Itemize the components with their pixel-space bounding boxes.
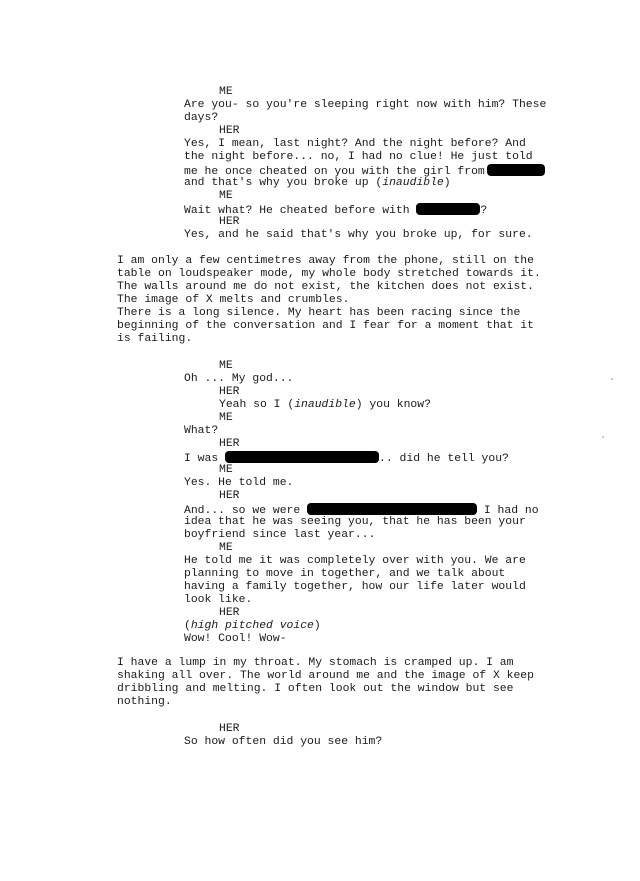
narration-paragraph-1 xyxy=(117,255,557,346)
dialogue-scene-1 xyxy=(184,86,584,242)
scan-speck xyxy=(602,436,604,438)
speaker-her: HER xyxy=(219,607,240,619)
speaker-her: HER xyxy=(219,438,240,450)
dialogue-text: and that's why you broke up ( xyxy=(184,177,383,189)
stage-direction: inaudible xyxy=(294,399,356,411)
dialogue-scene-3 xyxy=(184,723,584,749)
stage-direction: inaudible xyxy=(382,177,444,189)
dialogue-line xyxy=(184,203,584,216)
dialogue-text: I was xyxy=(184,453,226,465)
dialogue-line xyxy=(184,503,584,516)
stage-direction: high pitched voice xyxy=(190,620,314,632)
dialogue-text: .. did he tell you? xyxy=(379,453,509,465)
narration-line: The image of X melts and crumbles. xyxy=(117,294,350,306)
dialogue-line xyxy=(184,399,584,412)
dialogue-text: I had no xyxy=(477,505,539,517)
dialogue-line: days? xyxy=(184,112,219,124)
dialogue-line: Oh ... My god... xyxy=(184,373,294,385)
dialogue-line: Are you- so you're sleeping right now with him? These xyxy=(184,99,547,111)
speaker-her: HER xyxy=(219,125,240,137)
dialogue-line: planning to move in together, and we talk about xyxy=(184,568,506,580)
speaker-me: ME xyxy=(219,542,233,554)
speaker-me: ME xyxy=(219,190,233,202)
redaction-bar xyxy=(225,451,379,463)
narration-line: There is a long silence. My heart has been racing since the xyxy=(117,307,521,319)
narration-paragraph-2 xyxy=(117,657,557,709)
dialogue-line: What? xyxy=(184,425,219,437)
dialogue-line: So how often did you see him? xyxy=(184,736,383,748)
speaker-her: HER xyxy=(219,723,240,735)
parenthesis: ) xyxy=(313,620,321,632)
dialogue-line: the night before... no, I had no clue! He just told xyxy=(184,151,533,163)
redaction-bar xyxy=(307,503,477,515)
dialogue-text: me he once cheated on you with the girl from xyxy=(184,166,485,178)
dialogue-line xyxy=(184,177,584,190)
narration-line: table on loudspeaker mode, my whole body stretched towards it. xyxy=(117,268,541,280)
dialogue-line xyxy=(184,451,584,464)
dialogue-text: ) xyxy=(443,177,451,189)
dialogue-line: Yes. He told me. xyxy=(184,477,294,489)
dialogue-text: And... so we were xyxy=(184,505,308,517)
dialogue-text: ) you know? xyxy=(355,399,431,411)
speaker-her: HER xyxy=(219,490,240,502)
narration-line: is failing. xyxy=(117,333,193,345)
narration-line: beginning of the conversation and I fear for a moment that it xyxy=(117,320,534,332)
dialogue-line: look like. xyxy=(184,594,253,606)
dialogue-line: idea that he was seeing you, that he has been your xyxy=(184,516,526,528)
speaker-her: HER xyxy=(219,216,240,228)
dialogue-text: Wait what? He cheated before with xyxy=(184,205,417,217)
dialogue-line: Yes, I mean, last night? And the night before? And xyxy=(184,138,526,150)
dialogue-line: Yes, and he said that's why you broke up, for sure. xyxy=(184,229,533,241)
speaker-me: ME xyxy=(219,464,233,476)
speaker-me: ME xyxy=(219,412,233,424)
dialogue-line xyxy=(184,620,584,633)
parenthesis: ( xyxy=(184,620,191,632)
dialogue-text: ? xyxy=(480,205,488,217)
scan-speck xyxy=(611,378,613,380)
dialogue-line: having a family together, how our life later would xyxy=(184,581,526,593)
dialogue-line: Wow! Cool! Wow- xyxy=(184,633,287,645)
redaction-bar xyxy=(416,203,480,215)
dialogue-text: Yeah so I ( xyxy=(219,399,295,411)
narration-line: shaking all over. The world around me and the image of X keep xyxy=(117,670,534,682)
speaker-me: ME xyxy=(219,86,233,98)
dialogue-line: boyfriend since last year... xyxy=(184,529,376,541)
dialogue-line xyxy=(184,164,584,177)
narration-line: nothing. xyxy=(117,696,172,708)
narration-line: I am only a few centimetres away from the phone, still on the xyxy=(117,255,534,267)
redaction-bar xyxy=(487,164,545,176)
speaker-her: HER xyxy=(219,386,240,398)
dialogue-line: He told me it was completely over with you. We are xyxy=(184,555,526,567)
narration-line: I have a lump in my throat. My stomach is cramped up. I am xyxy=(117,657,514,669)
dialogue-scene-2 xyxy=(184,360,584,646)
narration-line: dribbling and melting. I often look out the window but see xyxy=(117,683,514,695)
speaker-me: ME xyxy=(219,360,233,372)
narration-line: The walls around me do not exist, the kitchen does not exist. xyxy=(117,281,534,293)
